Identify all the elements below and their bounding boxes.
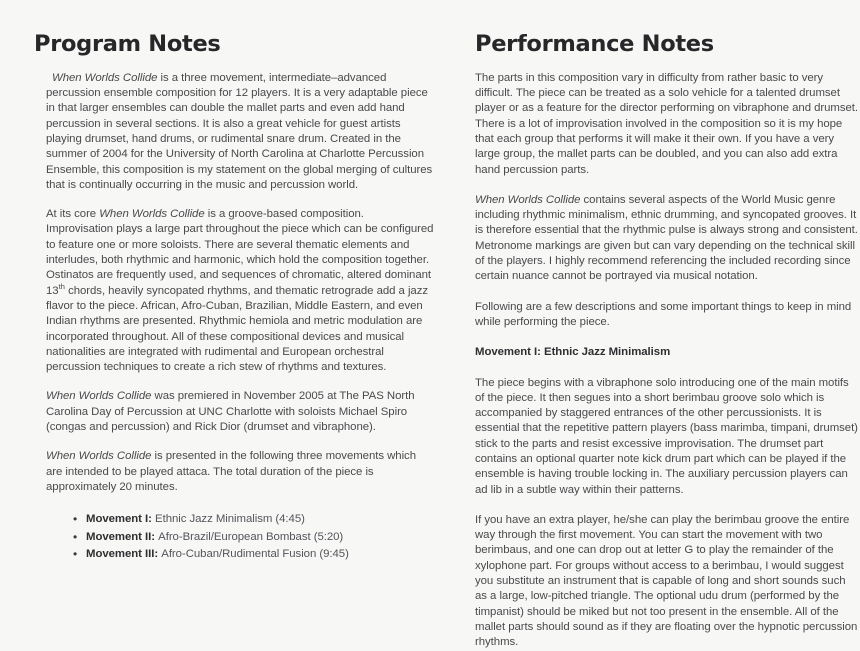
movement-label: Movement I: — [86, 513, 152, 526]
program-notes-paragraph-2 — [46, 207, 434, 375]
work-title-italic: When Worlds Collide — [52, 71, 158, 84]
work-title-italic: When Worlds Collide — [46, 390, 152, 403]
movement-one-paragraph-2: If you have an extra player, he/she can play the berimbau groove the entire way through the first movement. You can start the movement with two berimbaus, and one can drop out at letter G to play the remainder of the xylophone part. For groups without access to a berimbau, I would suggest you substitute an instrument that is capable of long and short sounds such as a large, low-pitched triangle. The optional udu drum (performed by the timpanist) should be miked but not too present in the ensemble. All of the mallet parts should sound as if they are floating over the hypnotic percussion rhythms. — [475, 513, 858, 649]
paragraph-4-text: is presented in the following three movements which are intended to be played attaca. The total duration of the piece is approximately 20 minutes. — [46, 450, 416, 493]
performance-paragraph-2-text: contains several aspects of the World Music genre including rhythmic minimalism, ethnic drumming, and syncopated grooves. It is therefore essential that the rhythmic pulse is always strong and consistent. Metronome markings are given but can vary depending on the technical skill of the players. I highly recommend referencing the included recording since certain nuance cannot be portrayed via musical notation. — [475, 193, 858, 283]
work-title-italic: When Worlds Collide — [99, 208, 205, 221]
paragraph-1-text: is a three movement, intermediate–advanced percussion ensemble composition for 12 players. It is a very adaptable piece in that larger ensembles can double the mallet parts and even add hand percussion in several sections. It is also a great vehicle for guest artists playing drumset, hand drums, or rudimental snare drum. Created in the summer of 2004 for the University of North Carolina at Charlotte Percussion Ensemble, this composition is my statement on the global merging of cultures that is continually occurring in the music and percussion world. — [46, 71, 433, 191]
program-notes-heading: Program Notes — [34, 31, 221, 57]
movement-list — [34, 511, 434, 564]
performance-notes-paragraph-1: The parts in this composition vary in difficulty from rather basic to very difficult. The piece can be treated as a solo vehicle for a talented drumset player or as a feature for the director performing on vibraphone and drumset. There is a lot of improvisation involved in the composition so it is my hope that each group that performs it will make it their own. If you have a very large group, the mallet parts can be doubled, and you can also add extra hand percussion parts. — [475, 71, 859, 176]
movement-label: Movement II: — [86, 530, 156, 543]
work-title-italic: When Worlds Collide — [475, 193, 581, 206]
program-notes-paragraph-1 — [46, 71, 434, 193]
work-title-italic: When Worlds Collide — [46, 450, 152, 463]
movement-one-heading: Movement I: Ethnic Jazz Minimalism — [475, 346, 671, 359]
performance-notes-paragraph-3: Following are a few descriptions and some important things to keep in mind while performing the piece. — [475, 300, 852, 328]
paragraph-2-prefix: At its core — [46, 208, 100, 221]
list-item — [86, 511, 434, 529]
ordinal-superscript: th — [58, 281, 65, 291]
performance-notes-column — [475, 31, 860, 649]
movement-description-text: Afro-Brazil/European Bombast (5:20) — [158, 530, 344, 543]
movement-one-paragraph-1: The piece begins with a vibraphone solo introducing one of the main motifs of the piece. It then segues into a short berimbau groove solo which is accompanied by staggered entrances of the other percussionists. It is essential that the repetitive pattern players (bass marimba, timpani, drumset) stick to the parts and resist excessive improvisation. The drumset part contains an optional quarter note kick drum part which can be played if the ensemble is having trouble locking in. The auxiliary percussion players can ad lib in a subtle way within their patterns. — [475, 376, 858, 496]
paragraph-3-text: was premiered in November 2005 at The PAS North Carolina Day of Percussion at UNC Charlotte with soloists Michael Spiro (congas and percussion) and Rick Dior (drumset and vibraphone). — [46, 390, 415, 433]
movement-label: Movement III: — [86, 548, 159, 561]
paragraph-2-text-b: chords, heavily syncopated rhythms, and thematic retrograde add a jazz flavor to the piece. African, Afro-Cuban, Brazilian, Middle Eastern, and even Indian rhythms are presented. Rhythmic hemiola and metric modulation are incorporated throughout. All of these compositional devices and musical nationalities are integrated with rudimental and European orchestral percussion techniques to create a rich stew of rhythms and textures. — [46, 284, 428, 374]
program-notes-paragraph-4 — [46, 449, 434, 495]
movement-description-text: Ethnic Jazz Minimalism (4:45) — [155, 513, 305, 526]
performance-notes-heading: Performance Notes — [475, 31, 714, 57]
paragraph-2-text-a: is a groove-based composition. Improvisation plays a large part throughout the piece which can be configured to feature one or more soloists. There are several thematic elements and interludes, both rhythmic and harmonic, which hold the composition together. Ostinatos are frequently used, and sequences of chromatic, altered dominant 13 — [46, 208, 434, 297]
performance-notes-paragraph-2 — [475, 193, 860, 285]
program-notes-paragraph-3 — [46, 389, 434, 435]
list-item — [86, 546, 434, 564]
movement-description-text: Afro-Cuban/Rudimental Fusion (9:45) — [161, 548, 349, 561]
list-item — [86, 529, 434, 547]
program-notes-column — [34, 32, 434, 637]
